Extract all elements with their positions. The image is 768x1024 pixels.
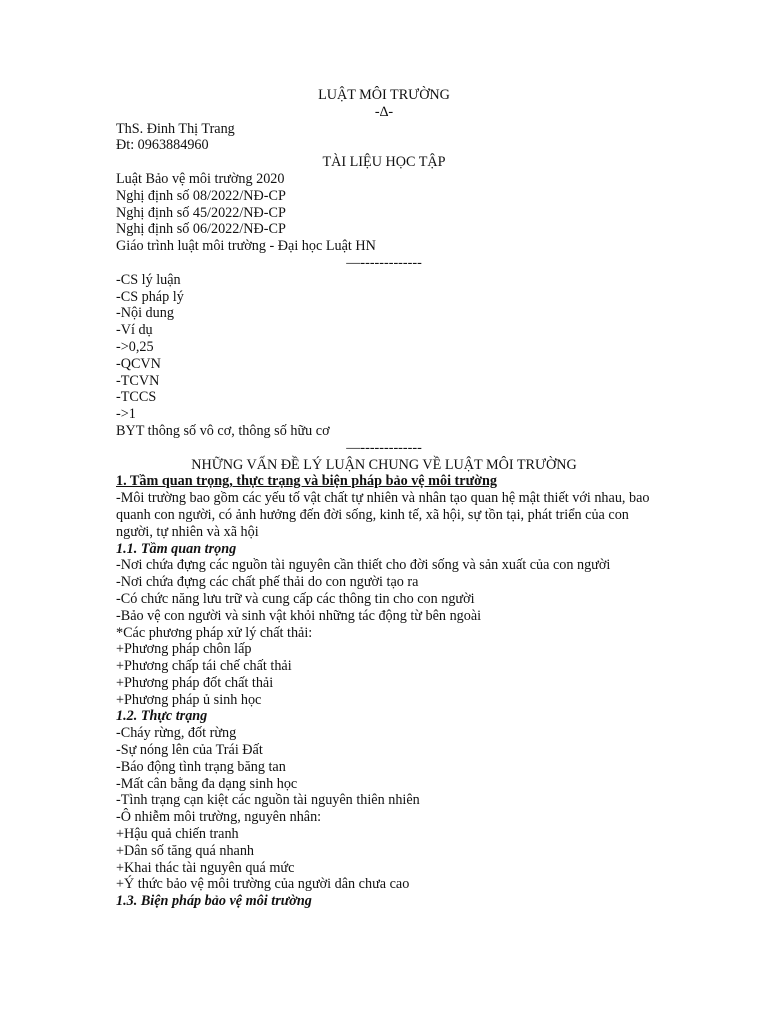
importance-item: *Các phương pháp xử lý chất thải: <box>116 624 313 641</box>
importance-item: +Phương chấp tái chế chất thải <box>116 658 292 675</box>
status-item: -Mất cân bằng đa dạng sinh học <box>116 775 298 792</box>
outline-item: -Nội dung <box>116 305 174 322</box>
status-item: -Cháy rừng, đốt rừng <box>116 725 237 742</box>
outline-item: -CS pháp lý <box>116 288 184 305</box>
reference-item: Nghị định số 06/2022/NĐ-CP <box>116 221 286 238</box>
reference-item: Giáo trình luật môi trường - Đại học Luật HN <box>116 238 376 255</box>
section-1-heading: 1. Tầm quan trọng, thực trạng và biện pháp bảo vệ môi trường <box>116 473 497 490</box>
author-phone: Đt: 0963884960 <box>116 137 209 154</box>
status-item: -Báo động tình trạng băng tan <box>116 758 286 775</box>
outline-item: -TCCS <box>116 389 157 406</box>
separator-line: —------------- <box>346 439 422 456</box>
document-content <box>116 87 652 910</box>
environment-definition: -Môi trường bao gồm các yếu tố vật chất tự nhiên và nhân tạo quan hệ mật thiết với nhau, bao quanh con người, có ảnh hưởng đến đời sống, kinh tế, xã hội, sự tồn tại, phát triển của con người, tự nhiên và xã hội <box>116 490 650 540</box>
importance-item: +Phương pháp chôn lấp <box>116 641 252 658</box>
chapter-title: NHỮNG VẤN ĐỀ LÝ LUẬN CHUNG VỀ LUẬT MÔI TRƯỜNG <box>191 456 577 473</box>
outline-item: -CS lý luận <box>116 271 181 288</box>
importance-item: -Nơi chứa đựng các nguồn tài nguyên cần thiết cho đời sống và sản xuất của con người <box>116 557 611 574</box>
outline-item: -Ví dụ <box>116 322 153 339</box>
title-symbol: -∆- <box>374 103 394 120</box>
outline-item: ->0,25 <box>116 338 154 355</box>
status-item: -Tình trạng cạn kiệt các nguồn tài nguyên thiên nhiên <box>116 792 420 809</box>
reference-item: Nghị định số 45/2022/NĐ-CP <box>116 204 286 221</box>
status-item: -Ô nhiễm môi trường, nguyên nhân: <box>116 809 322 826</box>
outline-item: -QCVN <box>116 355 161 372</box>
section-1-1-heading: 1.1. Tầm quan trọng <box>116 540 237 557</box>
outline-item: -TCVN <box>116 372 160 389</box>
status-item: +Ý thức bảo vệ môi trường của người dân chưa cao <box>116 876 410 893</box>
outline-item: BYT thông số vô cơ, thông số hữu cơ <box>116 422 330 439</box>
reference-item: Luật Bảo vệ môi trường 2020 <box>116 170 285 187</box>
section-1-3-heading: 1.3. Biện pháp bảo vệ môi trường <box>116 893 312 910</box>
document-title: LUẬT MÔI TRƯỜNG <box>318 87 450 103</box>
references-title: TÀI LIỆU HỌC TẬP <box>322 154 446 171</box>
status-item: -Sự nóng lên của Trái Đất <box>116 742 263 759</box>
separator-line: —------------- <box>346 254 422 271</box>
outline-item: ->1 <box>116 406 136 423</box>
reference-item: Nghị định số 08/2022/NĐ-CP <box>116 187 286 204</box>
importance-item: -Nơi chứa đựng các chất phế thải do con người tạo ra <box>116 574 419 591</box>
importance-item: -Bảo vệ con người và sinh vật khỏi những tác động từ bên ngoài <box>116 607 482 624</box>
author-name: ThS. Đinh Thị Trang <box>116 120 235 137</box>
importance-item: +Phương pháp ủ sinh học <box>116 691 262 708</box>
status-item: +Dân số tăng quá nhanh <box>116 842 255 859</box>
section-1-2-heading: 1.2. Thực trạng <box>116 708 208 725</box>
importance-item: -Có chức năng lưu trữ và cung cấp các thông tin cho con người <box>116 590 475 607</box>
importance-item: +Phương pháp đốt chất thải <box>116 674 274 691</box>
status-item: +Hậu quả chiến tranh <box>116 826 239 843</box>
status-item: +Khai thác tài nguyên quá mức <box>116 859 295 876</box>
